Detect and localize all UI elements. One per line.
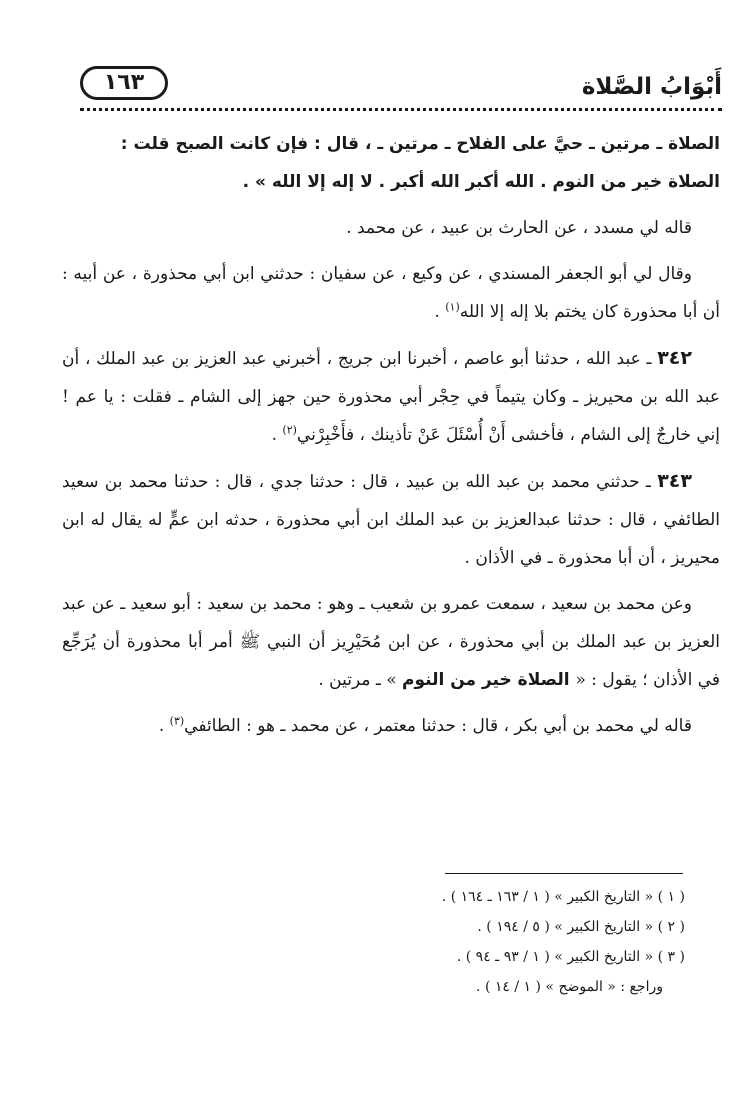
paragraph-1-line-1: الصلاة ـ مرتين ـ حيَّ على الفلاح ـ مرتين ـ ، قال : فإن كانت الصبح قلت : (120, 134, 720, 154)
footnote-ref-3: (٣) (169, 714, 185, 728)
footnote-ref-1: (١) (445, 300, 460, 314)
footnotes (120, 882, 685, 1002)
paragraph-342-end: . (271, 425, 283, 445)
hadith-number-342: ٣٤٢ (657, 347, 692, 369)
footnote-separator (445, 873, 683, 874)
running-title: أَبْوَابُ الصَّلاة (581, 74, 722, 100)
footnote-ref-2: (٢) (282, 423, 297, 437)
paragraph-342-text: ـ عبد الله ، حدثنا أبو عاصم ، أخبرنا ابن جريج ، أخبرني عبد العزيز بن عبد الملك ، أن عبد الله بن محيريز ـ وكان يتيماً في حِجْر أبي محذورة حين جهز إلى الشام ـ فقلت : يا عم ! إني خارجٌ إلى الشام ، فأخشى أَنْ أُسْئَلَ عَنْ تأذينك ، فأَخْبِرْني (62, 349, 720, 445)
paragraph-6 (62, 585, 720, 699)
paragraph-3-text: وقال لي أبو الجعفر المسندي ، عن وكيع ، عن سفيان : حدثني ابن أبي محذورة ، عن أبيه : أن أبا محذورة كان يختم بلا إله إلا الله (62, 264, 720, 322)
footnote-1: ( ١ ) « التاريخ الكبير » ( ١ / ١٦٣ ـ ١٦٤ ) . (441, 889, 685, 905)
paragraph-1-line-2: الصلاة خير من النوم . الله أكبر الله أكبر . لا إله إلا الله » . (242, 172, 720, 192)
paragraph-6-end: » ـ مرتين . (318, 670, 403, 690)
paragraph-343 (62, 462, 720, 577)
main-text (62, 125, 720, 753)
paragraph-2-text: قاله لي مسدد ، عن الحارث بن عبيد ، عن محمد . (346, 218, 692, 238)
paragraph-7 (62, 707, 720, 745)
paragraph-6-bold: الصلاة خير من النوم (402, 670, 576, 690)
page-header (80, 62, 722, 112)
paragraph-343-text: ـ حدثني محمد بن عبد الله بن عبيد ، قال : حدثنا جدي ، قال : حدثنا محمد بن سعيد الطائفي ، قال : حدثنا عبدالعزيز بن عبد الملك ابن أبي محذورة ، حدثه ابن عمٍّ له يقال له ابن محيريز ، أن أبا محذورة ـ في الأذان . (62, 472, 720, 568)
footnote-2: ( ٢ ) « التاريخ الكبير » ( ٥ / ١٩٤ ) . (477, 919, 685, 935)
footnote-see-also: وراجع : « الموضح » ( ١ / ١٤ ) . (476, 979, 663, 995)
paragraph-3 (62, 255, 720, 331)
paragraph-3-end: . (434, 302, 446, 322)
paragraph-1 (62, 125, 720, 201)
paragraph-6-text: وعن محمد بن سعيد ، سمعت عمرو بن شعيب ـ وهو : محمد بن سعيد : أبو سعيد ـ عن عبد العزيز بن عبد الملك بن أبي محذورة ، عن ابن مُحَيْرِيز أن النبي ﷺ أمر أبا محذورة أن يُرَجِّع في الأذان ؛ يقول : « (62, 594, 720, 690)
paragraph-342 (62, 339, 720, 454)
paragraph-2 (62, 209, 720, 247)
paragraph-7-end: . (158, 716, 170, 736)
page-number: ١٦٣ (80, 66, 168, 100)
paragraph-7-text: قاله لي محمد بن أبي بكر ، قال : حدثنا معتمر ، عن محمد ـ هو : الطائفي (184, 716, 692, 736)
header-dotted-rule (80, 108, 722, 111)
footnote-3: ( ٣ ) « التاريخ الكبير » ( ١ / ٩٣ ـ ٩٤ ) . (456, 949, 685, 965)
hadith-number-343: ٣٤٣ (657, 470, 692, 492)
